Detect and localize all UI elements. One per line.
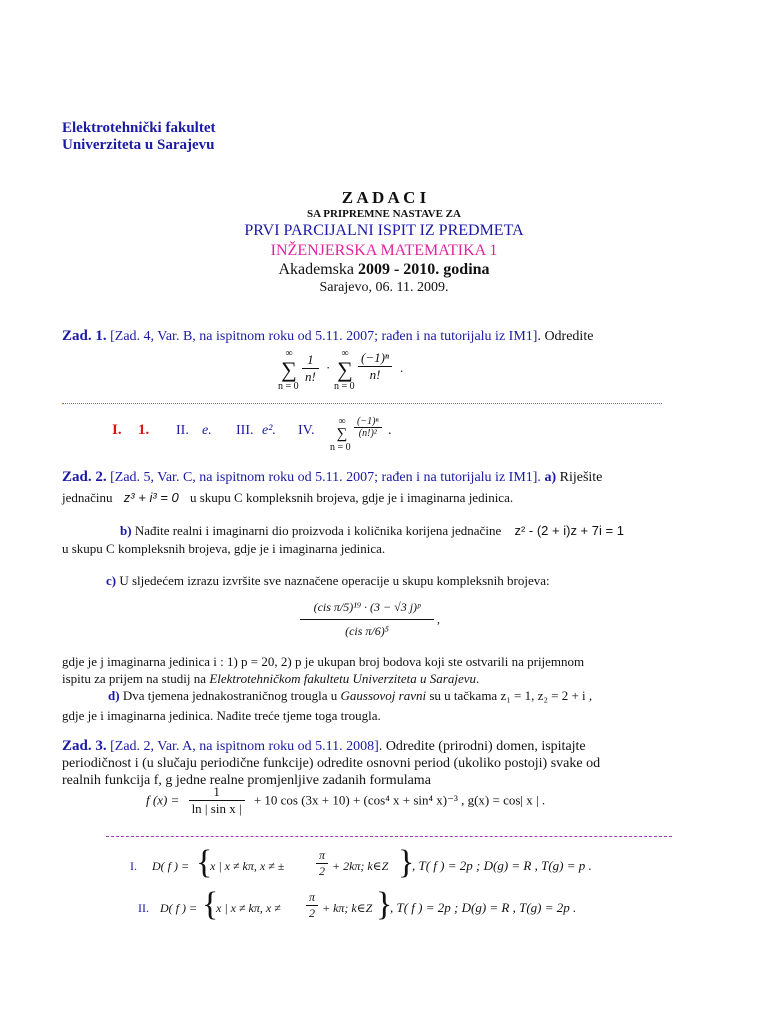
faculty-line-2: Univerziteta u Sarajevu — [62, 137, 215, 153]
zad1-heading — [62, 328, 722, 345]
faculty-line-1: Elektrotehnički fakultet — [62, 120, 216, 136]
zad2-d: d) Dva tjemena jednakostraničnog trougla u Gaussovoj ravni su u tačkama z₁ = 1, z₂ = 2 + i , — [108, 688, 593, 703]
zad3-answer-i-label: I. — [130, 859, 137, 873]
academic-prefix: Akademska — [278, 261, 354, 278]
zad1-source: [Zad. 4, Var. B, na ispitnom roku od 5.11. 2007; rađen i na tutorijalu iz IM1] — [110, 329, 538, 344]
zad3-line3: realnih funkcija f, g jedne realne promjenljive zadanih formulama — [62, 773, 431, 788]
answer-i-value: 1. — [138, 422, 150, 438]
answer-iv-label: IV. — [298, 423, 315, 438]
brace-open-1: { — [196, 844, 213, 881]
title-line-5 — [0, 261, 768, 279]
zad3-label: Zad. 3. — [62, 738, 107, 754]
answer-iv-frac: $\frac{\text{(−1)ⁿ}}{\text{(n!)²}}$ — [354, 416, 382, 439]
zad3-heading: Zad. 3. [Zad. 2, Var. A, na ispitnom roku od 5.11. 2008]. Odredite (prirodni) domen, ispitajte — [62, 738, 586, 754]
zad3-answer-ii-label: II. — [138, 901, 149, 915]
zad1-answers: I. 1. II. e. III. e². IV. ∞ ∑ n = 0 $\frac{\text{(−1)ⁿ}}{\text{(n!)²}}$ . — [112, 416, 392, 453]
brace-close-2: } — [376, 886, 393, 923]
zad2-heading — [62, 469, 722, 486]
zad2-label: Zad. 2. — [62, 469, 107, 485]
zad1-formula: ∞ ∑ n = 0 $\frac{1}{n!}$ · ∞ ∑ n = 0 $\frac{\text{(−1)ⁿ}}{n!}$ . — [278, 348, 404, 392]
answer-ii-label: II. — [176, 423, 189, 438]
zad1-label: Zad. 1. — [62, 328, 107, 344]
zad2-a-label: a) — [544, 470, 557, 485]
dotted-divider-1 — [62, 403, 662, 404]
zad2-b-label: b) — [120, 523, 132, 538]
zad2-c-numerator: (cis π/5)¹⁹ · (3 − √3 j)ᵖ — [313, 600, 421, 614]
zad3-answer-i: I. D( f ) = { x | x ≠ kπ, x ≠ ± $\frac{\pi}{2}$ + 2kπ; k∈Z } , T( f ) = 2p ; D(g) = R , T(g) = p . — [130, 844, 592, 881]
zad2-a-line2: jednačinu z³ + i³ = 0 u skupu C kompleksnih brojeva, gdje je i imaginarna jedinica. — [62, 490, 514, 505]
answer-i-label: I. — [112, 422, 122, 438]
zad2-b-line2: u skupu C kompleksnih brojeva, gdje je i imaginarna jedinica. — [62, 541, 386, 556]
zad2-c-label: c) — [106, 573, 117, 588]
zad2-b-equation: z² - (2 + i)z + 7i = 1 — [514, 523, 624, 538]
zad3-formula — [146, 784, 666, 817]
zad2-c-denominator: (cis π/6)⁵ — [300, 619, 434, 639]
zad1-frac-1: $\frac{1}{n!}$ — [302, 352, 319, 385]
dashed-divider — [106, 836, 672, 837]
zad3-source: [Zad. 2, Var. A, na ispitnom roku od 5.11. 2008] — [110, 739, 379, 754]
zad2-c-formula: $\frac{\text{(cis π/5)¹⁹ · (3 − √3 j)ᵖ}}{\text{(cis π/6)⁵}}$ , — [300, 600, 460, 639]
zad3-answer-i-rest: , T( f ) = 2p ; D(g) = R , T(g) = p . — [412, 858, 592, 873]
zad2-a-equation: z³ + i³ = 0 — [123, 490, 179, 505]
zad2-c: c) U sljedećem izrazu izvršite sve naznačene operacije u skupu kompleksnih brojeva: — [106, 573, 550, 588]
zad3-answer-ii-rest: , T( f ) = 2p ; D(g) = R , T(g) = 2p . — [390, 900, 577, 915]
academic-years: 2009 - 2010. godina — [357, 261, 490, 278]
zad3-answer-ii: II. D( f ) = { x | x ≠ kπ, x ≠ $\frac{\pi}{2}$ + kπ; k∈Z } , T( f ) = 2p ; D(g) = R , T(g) = 2p . — [138, 886, 577, 923]
sum-symbol-2: ∑ — [337, 357, 353, 382]
brace-close-1: } — [398, 844, 415, 881]
title-line-3: PRVI PARCIJALNI ISPIT IZ PREDMETA — [244, 222, 524, 239]
zad3-formula-lhs: f (x) = — [146, 792, 180, 808]
zad1-text: . Odredite — [537, 329, 594, 344]
zad2-d-line2: gdje je i imaginarna jedinica. Nađite treće tjeme toga trougla. — [62, 708, 381, 723]
zad2-c-after-1: gdje je j imaginarna jedinica i : 1) p = 20, 2) p je ukupan broj bodova koji ste ostvarili na prijemnom — [62, 654, 585, 669]
zad3-formula-rest: + 10 cos (3x + 10) + (cos⁴ x + sin⁴ x)⁻³ , g(x) = cos| x | . — [253, 792, 546, 808]
zad2-b: b) Nađite realni i imaginarni dio proizvoda i količnika korijena jednačine z² - (2 + i)z + 7i = 1 — [120, 523, 624, 538]
title-line-2: SA PRIPREMNE NASTAVE ZA — [307, 208, 461, 220]
title-line-4: INŽENJERSKA MATEMATIKA 1 — [270, 242, 498, 259]
answer-iii-value: e². — [262, 423, 276, 438]
zad2-a-text1: Riješite — [559, 470, 603, 485]
title-main: Z A D A C I — [341, 188, 427, 207]
zad2-c-after-2: ispitu za prijem na studij na Elektrotehničkom fakultetu Univerziteta u Sarajevu. — [62, 671, 480, 686]
zad3-line2: periodičnost i (u slučaju periodične funkcije) odredite osnovni period (ukoliko postoji) svake od — [62, 756, 601, 771]
faculty-name — [62, 120, 215, 154]
zad3-formula-frac: $\frac{1}{\text{ln | sin x |}}$ — [189, 784, 245, 817]
zad2-source: [Zad. 5, Var. C, na ispitnom roku od 5.11. 2007; rađen i na tutorijalu iz IM1]. — [110, 470, 541, 485]
zad1-frac-2: $\frac{\text{(−1)ⁿ}}{n!}$ — [358, 350, 392, 383]
answer-ii-value: e. — [202, 423, 212, 438]
title-date: Sarajevo, 06. 11. 2009. — [319, 280, 449, 295]
answer-iii-label: III. — [236, 423, 254, 438]
sum-symbol-1: ∑ — [281, 357, 297, 382]
zad2-d-label: d) — [108, 688, 120, 703]
brace-open-2: { — [202, 886, 219, 923]
